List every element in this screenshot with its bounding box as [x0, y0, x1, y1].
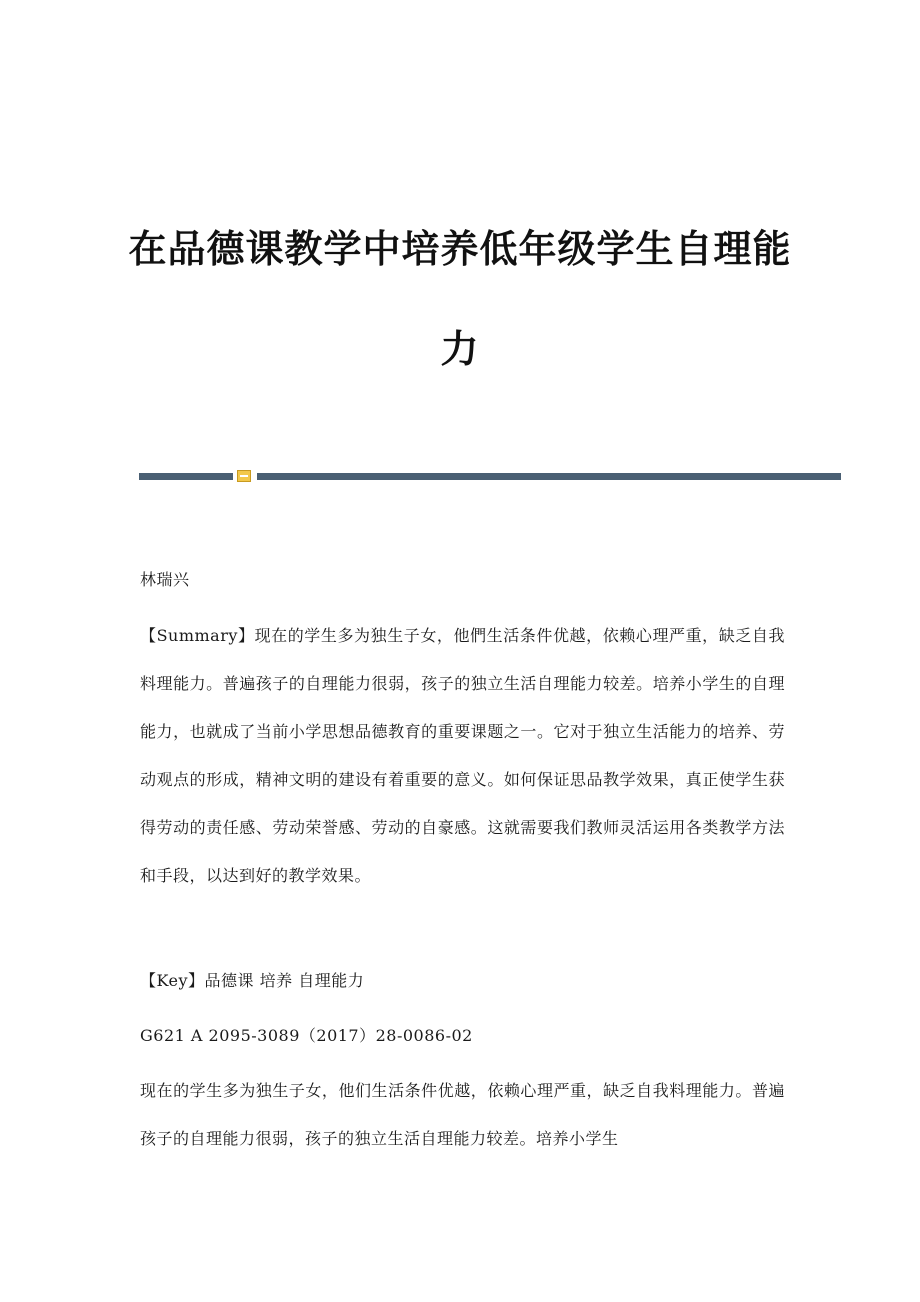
classification-code: G621 A 2095-3089（2017）28-0086-02 — [140, 1026, 473, 1045]
divider-emblem-icon — [237, 470, 251, 482]
keywords-tag: 【Key】 — [140, 971, 205, 990]
body-paragraph: 现在的学生多为独生子女，他们生活条件优越，依赖心理严重，缺乏自我料理能力。普遍孩子的自理能力很弱，孩子的独立生活自理能力较差。培养小学生 — [140, 1081, 785, 1148]
summary-text: 现在的学生多为独生子女，他們生活条件优越，依赖心理严重，缺乏自我料理能力。普遍孩子的自理能力很弱，孩子的独立生活自理能力较差。培养小学生的自理能力，也就成了当前小学思想品德教育的重要课题之一。它对于独立生活能力的培养、劳动观点的形成，精神文明的建设有着重要的意义。如何保证思品教学效果，真正使学生获得劳动的责任感、劳动荣誉感、劳动的自豪感。这就需要我们教师灵活运用各类教学方法和手段，以达到好的教学效果。 — [140, 626, 785, 885]
summary-paragraph — [140, 612, 785, 900]
keywords-line — [140, 957, 785, 1005]
author-name: 林瑞兴 — [140, 570, 190, 589]
divider-bar-left — [139, 473, 233, 480]
title-divider — [139, 470, 841, 482]
document-title-line-1: 在品德课教学中培养低年级学生自理能 — [128, 227, 792, 271]
document-title-line-2: 力 — [440, 327, 480, 371]
summary-tag: 【Summary】 — [140, 626, 255, 645]
keywords-text: 品德课 培养 自理能力 — [204, 971, 365, 990]
divider-bar-right — [257, 473, 841, 480]
